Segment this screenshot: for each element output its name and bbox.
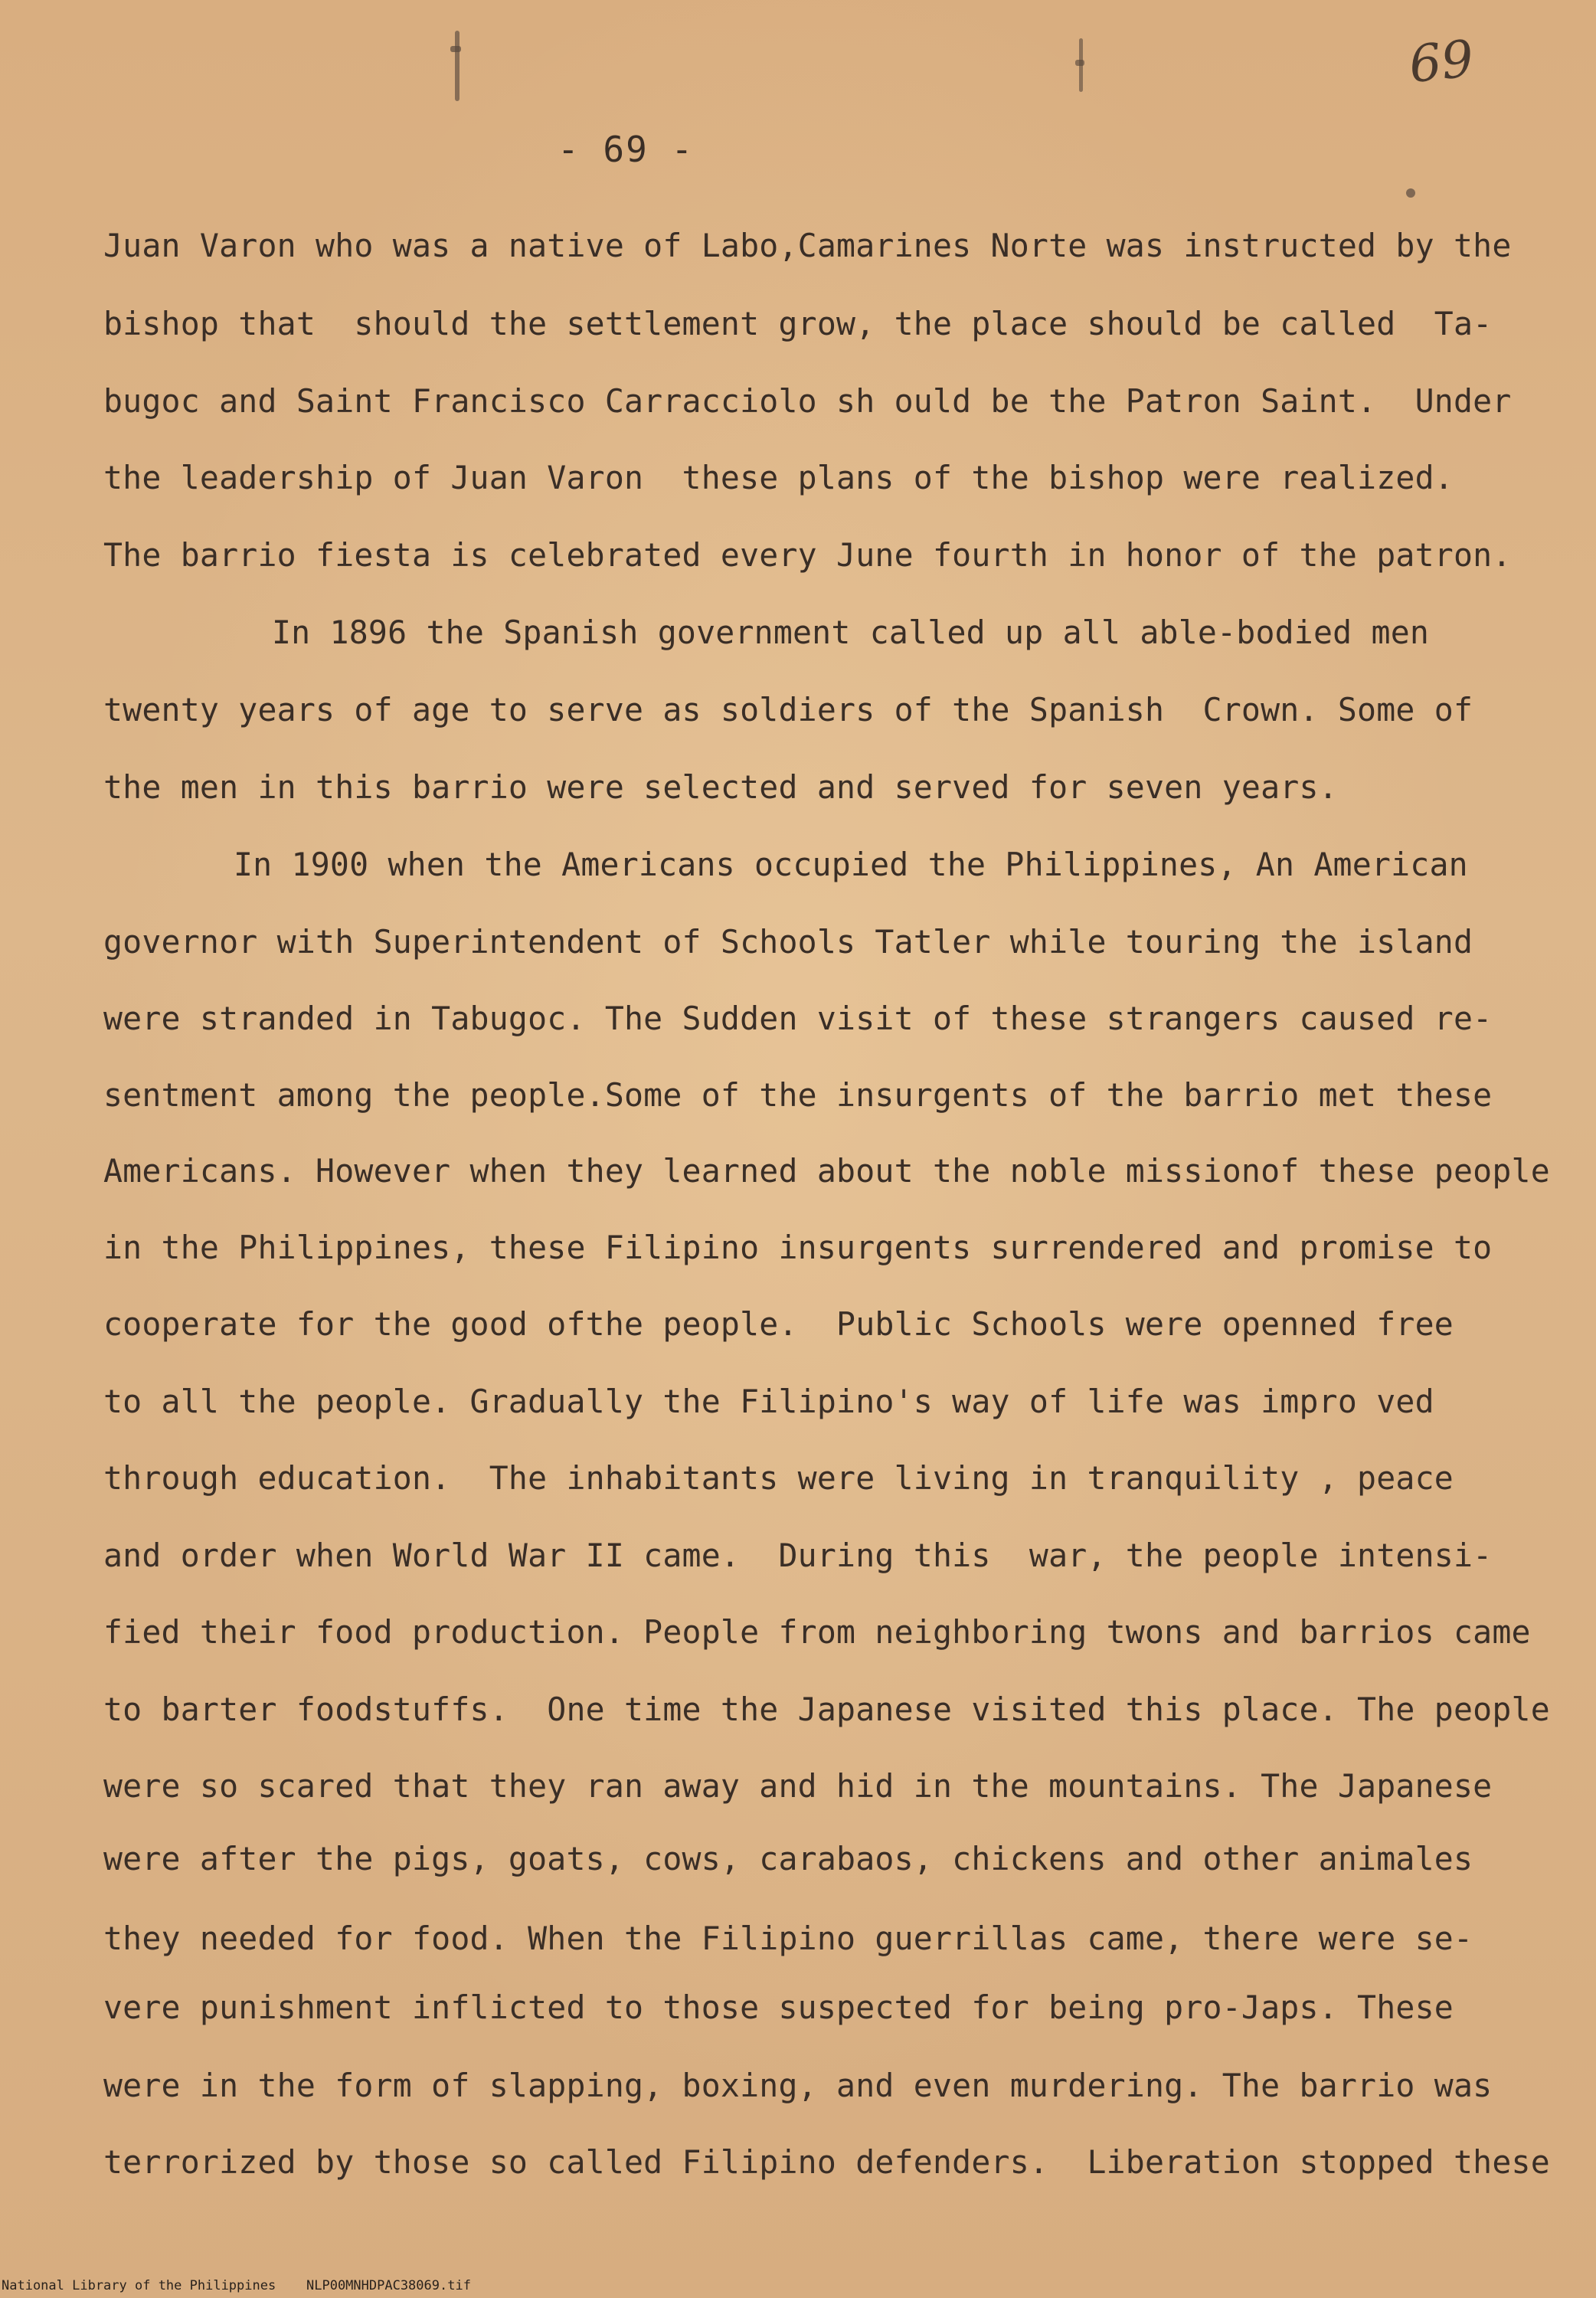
text-line: sentment among the people.Some of the insurgents of the barrio met these	[103, 1076, 1493, 1114]
binding-mark-left	[455, 31, 460, 101]
text-line: were after the pigs, goats, cows, carabaos, chickens and other animales	[103, 1840, 1473, 1877]
text-line: Juan Varon who was a native of Labo,Camarines Norte was instructed by the	[103, 227, 1512, 264]
text-line: were so scared that they ran away and hid in the mountains. The Japanese	[103, 1767, 1493, 1805]
text-line: the men in this barrio were selected and served for seven years.	[103, 768, 1338, 806]
text-line: terrorized by those so called Filipino defenders. Liberation stopped these	[103, 2143, 1550, 2181]
text-line: vere punishment inflicted to those suspected for being pro-Japs. These	[103, 1989, 1454, 2026]
scan-footer	[0, 2275, 1596, 2298]
text-line: the leadership of Juan Varon these plans of the bishop were realized.	[103, 459, 1454, 496]
text-line: In 1900 when the Americans occupied the Philippines, An American	[234, 846, 1468, 883]
text-line: to all the people. Gradually the Filipino's way of life was impro ved	[103, 1383, 1434, 1420]
text-line: were stranded in Tabugoc. The Sudden visit of these strangers caused re-	[103, 1000, 1493, 1037]
text-line: through education. The inhabitants were living in tranquility , peace	[103, 1459, 1454, 1497]
text-line: they needed for food. When the Filipino guerrillas came, there were se-	[103, 1920, 1473, 1957]
stray-dot	[1406, 188, 1415, 198]
text-line: cooperate for the good ofthe people. Public Schools were openned free	[103, 1305, 1454, 1343]
text-line: twenty years of age to serve as soldiers of the Spanish Crown. Some of	[103, 691, 1473, 728]
library-credit: National Library of the Philippines	[2, 2278, 276, 2293]
text-line: governor with Superintendent of Schools Tatler while touring the island	[103, 923, 1473, 961]
text-line: In 1896 the Spanish government called up all able-bodied men	[272, 614, 1430, 651]
scan-filename: NLP00MNHDPAC38069.tif	[306, 2278, 471, 2293]
text-line: Americans. However when they learned about the noble missionof these people	[103, 1152, 1550, 1190]
text-line: bishop that should the settlement grow, the place should be called Ta-	[103, 305, 1493, 342]
text-line: fied their food production. People from neighboring twons and barrios came	[103, 1613, 1531, 1651]
text-line: were in the form of slapping, boxing, and even murdering. The barrio was	[103, 2067, 1493, 2104]
text-line: bugoc and Saint Francisco Carracciolo sh ould be the Patron Saint. Under	[103, 382, 1512, 420]
text-line: The barrio fiesta is celebrated every June fourth in honor of the patron.	[103, 536, 1512, 574]
text-line: and order when World War II came. During this war, the people intensi-	[103, 1537, 1493, 1574]
binding-mark-left-dot	[450, 46, 461, 52]
text-line: to barter foodstuffs. One time the Japanese visited this place. The people	[103, 1691, 1550, 1728]
binding-mark-right-dot	[1075, 60, 1084, 66]
handwritten-page-number: 69	[1406, 28, 1477, 95]
text-line: in the Philippines, these Filipino insurgents surrendered and promise to	[103, 1229, 1493, 1266]
typed-page-number: - 69 -	[558, 129, 695, 170]
